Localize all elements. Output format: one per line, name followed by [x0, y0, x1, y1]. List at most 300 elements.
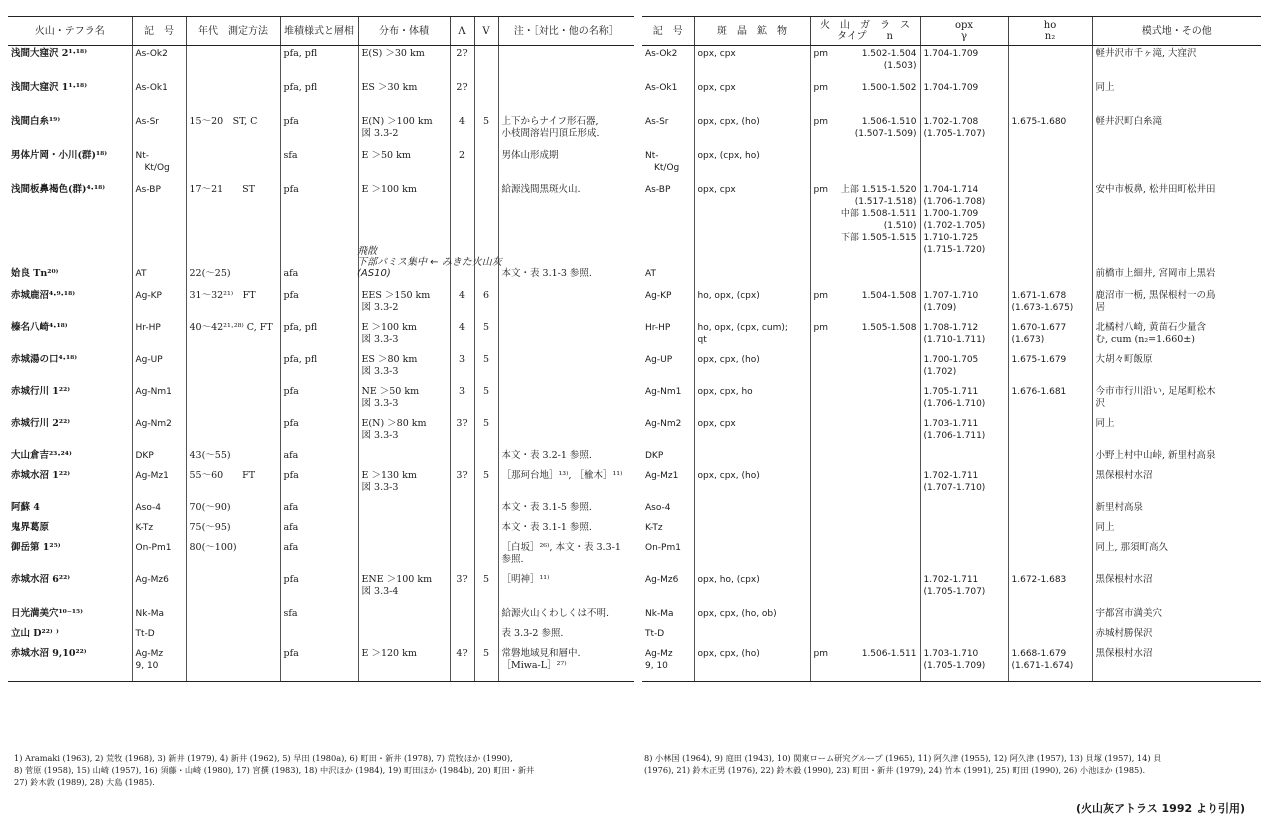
table-row — [642, 352, 1261, 384]
tephra-code: Ag-Mz1 — [645, 470, 679, 481]
table-row — [8, 114, 634, 148]
opx-gamma — [920, 148, 1008, 182]
note: ［白坂］²⁶⁾, 本文・表 3.3-1 参照. — [498, 540, 634, 572]
tephra-code: Ag-KP — [132, 288, 186, 320]
volcanic-glass — [810, 468, 920, 500]
tephra-name: 赤城鹿沼⁴·⁹·¹⁸⁾ — [11, 289, 76, 301]
table-row — [642, 520, 1261, 540]
ho-n2 — [1008, 416, 1092, 448]
opx-gamma: 1.707-1.710 (1.709) — [920, 288, 1008, 320]
ho-n2: 1.671-1.678 (1.673-1.675) — [1008, 288, 1092, 320]
phenocryst-minerals: opx, cpx, ho — [694, 384, 810, 416]
facies: pfa, pfl — [280, 80, 358, 114]
value-a: 3 — [450, 384, 474, 416]
tephra-code: Ag-KP — [645, 290, 672, 301]
facies — [280, 626, 358, 646]
table-row — [8, 448, 634, 468]
opx-gamma: 1.702-1.708 (1.705-1.707) — [920, 114, 1008, 148]
facies: pfa, pfl — [280, 46, 358, 80]
phenocryst-minerals: opx, cpx, (ho) — [694, 468, 810, 500]
table-row — [8, 572, 634, 606]
right-column-header: opx γ — [920, 17, 1008, 46]
table-row — [642, 266, 1261, 288]
distribution — [358, 500, 450, 520]
tephra-code: Tt-D — [645, 628, 665, 639]
table-row — [8, 320, 634, 352]
source-credit: (火山灰アトラス 1992 より引用) — [1076, 802, 1245, 815]
tephra-name: 浅間白糸¹⁹⁾ — [11, 115, 61, 127]
table-row — [8, 626, 634, 646]
value-a — [450, 500, 474, 520]
tephra-code: Nt- Kt/Og — [645, 150, 680, 173]
table-row — [8, 148, 634, 182]
table-row — [8, 80, 634, 114]
opx-gamma — [920, 520, 1008, 540]
value-a — [450, 520, 474, 540]
age-method — [186, 626, 280, 646]
table-row — [642, 288, 1261, 320]
ho-n2: 1.676-1.681 — [1008, 384, 1092, 416]
note: 常磐地域見和層中. ［Miwa-L］²⁷⁾ — [498, 646, 634, 682]
tephra-name: 赤城行川 2²²⁾ — [11, 417, 71, 429]
tephra-code: Ag-Mz6 — [132, 572, 186, 606]
type-locality: 大胡々町飯原 — [1092, 352, 1261, 384]
distribution: E ＞120 km — [358, 646, 450, 682]
glass-refractive-index: 1.504-1.508 — [861, 290, 917, 301]
tephra-code: As-Ok1 — [645, 82, 678, 93]
distribution — [358, 520, 450, 540]
facies: pfa, pfl — [280, 352, 358, 384]
table-row — [8, 182, 634, 266]
ho-n2: 1.668-1.679 (1.671-1.674) — [1008, 646, 1092, 682]
footnotes-left: 1) Aramaki (1963), 2) 荒牧 (1968), 3) 新井 (1979), 4) 新井 (1962), 5) 早田 (1980a), 6) 町田・新井 (1978), 7) 荒牧ほか (1990), 8) 菅原 (1958), 15) 山崎 (1957), 16) 須藤・山崎 (1980), 17) 宮撰 (1983), 18) 中沢ほか (1984), 19) 町田ほか (1984b), 20) 町田・新井 27) 鈴木敦 (1989), 28) 大島 (1985). — [14, 753, 535, 787]
volcanic-glass — [810, 384, 920, 416]
opx-gamma: 1.705-1.711 (1.706-1.710) — [920, 384, 1008, 416]
ho-n2 — [1008, 448, 1092, 468]
right-column-header: 模式地・その他 — [1092, 17, 1261, 46]
note: 上下からナイフ形石器, 小枝間溶岩円頂丘形成. — [498, 114, 634, 148]
ho-n2 — [1008, 606, 1092, 626]
type-locality: 鹿沼市一栃, 黒保根村一の鳥 居 — [1092, 288, 1261, 320]
note: 表 3.3-2 参照. — [498, 626, 634, 646]
table-row — [642, 500, 1261, 520]
type-locality: 安中市板鼻, 松井田町松井田 — [1092, 182, 1261, 266]
value-v: 6 — [474, 288, 498, 320]
ho-n2: 1.672-1.683 — [1008, 572, 1092, 606]
facies: pfa — [280, 182, 358, 266]
age-method — [186, 416, 280, 448]
left-column-header: V — [474, 17, 498, 46]
table-row — [8, 46, 634, 80]
value-v — [474, 500, 498, 520]
phenocryst-minerals: opx, cpx, (ho) — [694, 646, 810, 682]
volcanic-glass — [810, 266, 920, 288]
opx-gamma — [920, 606, 1008, 626]
type-locality: 黒保根村水沼 — [1092, 572, 1261, 606]
note: 給源火山くわしくは不明. — [498, 606, 634, 626]
tephra-code: Ag-UP — [645, 354, 673, 365]
tephra-code: As-Sr — [132, 114, 186, 148]
table-row — [642, 448, 1261, 468]
phenocryst-minerals — [694, 626, 810, 646]
distribution: EES ＞150 km 図 3.3-2 — [358, 288, 450, 320]
table-row — [642, 572, 1261, 606]
age-method — [186, 148, 280, 182]
glass-type: pm — [813, 82, 828, 93]
facies: sfa — [280, 606, 358, 626]
facies: afa — [280, 266, 358, 288]
glass-refractive-index: 1.502-1.504 (1.503) — [861, 49, 917, 71]
tephra-name: 日光満美穴¹⁰⁻¹⁵⁾ — [11, 607, 83, 619]
glass-type: pm — [813, 322, 828, 333]
note: 給源浅間黒斑火山. — [498, 182, 634, 266]
type-locality: 黒保根村水沼 — [1092, 468, 1261, 500]
distribution: ES ＞80 km 図 3.3-3 — [358, 352, 450, 384]
age-method: 43(〜55) — [186, 448, 280, 468]
tephra-code: As-Ok2 — [645, 49, 678, 59]
glass-refractive-index: 1.505-1.508 — [861, 322, 917, 333]
table-row — [642, 626, 1261, 646]
volcanic-glass — [810, 606, 920, 626]
handwritten-annotation: 飛散 下部パミス集中 ← みきた火山灰 (AS10) — [357, 246, 502, 279]
tephra-code: AT — [645, 268, 656, 279]
table-row — [8, 416, 634, 448]
right-column-header: 斑 晶 鉱 物 — [694, 17, 810, 46]
table-row — [8, 646, 634, 682]
phenocryst-minerals: opx, (cpx, ho) — [694, 148, 810, 182]
note: 本文・表 3.2-1 参照. — [498, 448, 634, 468]
right-column-header: ho n₂ — [1008, 17, 1092, 46]
phenocryst-minerals — [694, 540, 810, 572]
table-row — [642, 606, 1261, 626]
facies: afa — [280, 448, 358, 468]
glass-refractive-index: 1.506-1.511 — [861, 648, 917, 659]
left-column-header: 年代 測定方法 — [186, 17, 280, 46]
left-header-row — [8, 17, 634, 46]
right-header-row — [642, 17, 1261, 46]
value-v — [474, 80, 498, 114]
note — [498, 320, 634, 352]
type-locality: 同上, 那須町高久 — [1092, 540, 1261, 572]
type-locality: 黒保根村水沼 — [1092, 646, 1261, 682]
left-column-header: 記 号 — [132, 17, 186, 46]
note — [498, 416, 634, 448]
tephra-code: K-Tz — [645, 522, 663, 533]
phenocryst-minerals — [694, 500, 810, 520]
value-v — [474, 626, 498, 646]
distribution: E(N) ＞80 km 図 3.3-3 — [358, 416, 450, 448]
volcanic-glass — [810, 572, 920, 606]
age-method — [186, 80, 280, 114]
facies: afa — [280, 540, 358, 572]
tephra-code: As-BP — [132, 182, 186, 266]
value-v — [474, 606, 498, 626]
opx-gamma: 1.703-1.711 (1.706-1.711) — [920, 416, 1008, 448]
table-row — [642, 46, 1261, 80]
value-v: 5 — [474, 320, 498, 352]
value-a: 2? — [450, 46, 474, 80]
tephra-name: 赤城水沼 1²²⁾ — [11, 469, 71, 481]
glass-refractive-index: 1.500-1.502 — [861, 82, 917, 93]
note — [498, 46, 634, 80]
glass-refractive-index: 上部 1.515-1.520 (1.517-1.518) 中部 1.508-1.511 (1.510) 下部 1.505-1.515 — [840, 184, 917, 243]
table-row — [642, 148, 1261, 182]
value-v: 5 — [474, 572, 498, 606]
age-method: 75(〜95) — [186, 520, 280, 540]
table-row — [642, 540, 1261, 572]
age-method — [186, 606, 280, 626]
value-v: 5 — [474, 352, 498, 384]
tephra-name: 赤城水沼 6²²⁾ — [11, 573, 71, 585]
facies: afa — [280, 500, 358, 520]
facies: pfa — [280, 416, 358, 448]
facies: pfa — [280, 646, 358, 682]
value-v — [474, 148, 498, 182]
type-locality — [1092, 148, 1261, 182]
value-v — [474, 520, 498, 540]
age-method — [186, 46, 280, 80]
table-row — [642, 468, 1261, 500]
ho-n2 — [1008, 626, 1092, 646]
type-locality: 今市市行川沿い, 足尾町松木 沢 — [1092, 384, 1261, 416]
age-method: 17〜21 ST — [186, 182, 280, 266]
ho-n2 — [1008, 266, 1092, 288]
footnotes-right: 8) 小林国 (1964), 9) 庭田 (1943), 10) 関東ローム研究グループ (1965), 11) 阿久津 (1955), 12) 阿久津 (1957), 13) 貝塚 (1957), 14) 貝 (1976), 21) 鈴木正男 (1976), 22) 鈴木毅 (1990), 23) 町田・新井 (1979), 24) 竹本 (1991), 25) 町田 (1990), 26) 小池ほか (1985). — [644, 753, 1162, 775]
facies: pfa — [280, 468, 358, 500]
tephra-name: 立山 D²²⁾ ⁾ — [11, 627, 59, 639]
opx-gamma — [920, 540, 1008, 572]
tephra-code: DKP — [645, 450, 664, 461]
value-a: 4 — [450, 288, 474, 320]
left-column-header: 火山・テフラ名 — [8, 17, 132, 46]
distribution: E ＞100 km 図 3.3-3 — [358, 320, 450, 352]
tephra-code: On-Pm1 — [132, 540, 186, 572]
distribution — [358, 606, 450, 626]
tephra-code: Ag-Nm2 — [645, 418, 682, 429]
distribution — [358, 626, 450, 646]
tephra-name: 大山倉吉²³·²⁴⁾ — [11, 449, 72, 461]
phenocryst-minerals: opx, cpx, (ho, ob) — [694, 606, 810, 626]
ho-n2 — [1008, 520, 1092, 540]
table-row — [642, 320, 1261, 352]
table-row — [642, 416, 1261, 448]
ho-n2 — [1008, 46, 1092, 80]
facies: pfa — [280, 384, 358, 416]
volcanic-glass — [810, 46, 920, 80]
left-column-header: 分布・体積 — [358, 17, 450, 46]
right-column-header: 記 号 — [642, 17, 694, 46]
value-a: 2? — [450, 80, 474, 114]
volcanic-glass — [810, 320, 920, 352]
table-row — [8, 606, 634, 626]
value-a: 3 — [450, 352, 474, 384]
tephra-code: Aso-4 — [132, 500, 186, 520]
volcanic-glass — [810, 182, 920, 266]
type-locality: 同上 — [1092, 80, 1261, 114]
tephra-name: 浅間大窪沢 1¹·¹⁸⁾ — [11, 81, 88, 93]
tephra-code: Aso-4 — [645, 502, 671, 513]
volcanic-glass — [810, 114, 920, 148]
volcanic-glass — [810, 416, 920, 448]
distribution: E ＞50 km — [358, 148, 450, 182]
tephra-code: As-BP — [645, 184, 671, 195]
glass-type: pm — [813, 648, 828, 659]
tephra-name: 浅間板鼻褐色(群)⁴·¹⁸⁾ — [11, 183, 106, 195]
volcanic-glass — [810, 288, 920, 320]
ho-n2: 1.675-1.679 — [1008, 352, 1092, 384]
tephra-code: Ag-Mz 9, 10 — [642, 646, 694, 682]
tephra-code: Hr-HP — [132, 320, 186, 352]
facies: afa — [280, 520, 358, 540]
facies: sfa — [280, 148, 358, 182]
age-method — [186, 572, 280, 606]
age-method: 70(〜90) — [186, 500, 280, 520]
tephra-name: 御岳第 1²⁵⁾ — [11, 541, 61, 553]
tephra-name: 浅間大窪沢 2¹·¹⁸⁾ — [11, 48, 88, 59]
value-v: 5 — [474, 468, 498, 500]
volcanic-glass — [810, 448, 920, 468]
facies: pfa — [280, 288, 358, 320]
glass-type: pm — [813, 116, 828, 127]
type-locality: 赤城村勝保沢 — [1092, 626, 1261, 646]
table-row — [8, 288, 634, 320]
distribution: E ＞100 km — [358, 182, 450, 266]
tephra-code: Nk-Ma — [645, 608, 674, 619]
phenocryst-minerals: opx, cpx — [694, 80, 810, 114]
distribution — [358, 540, 450, 572]
note — [498, 80, 634, 114]
tephra-name: 赤城水沼 9,10²²⁾ — [8, 646, 132, 682]
table-row — [8, 468, 634, 500]
table-row — [8, 540, 634, 572]
table-row — [642, 182, 1261, 266]
phenocryst-minerals: opx, cpx — [694, 416, 810, 448]
phenocryst-minerals — [694, 266, 810, 288]
note: 本文・表 3.1-3 参照. — [498, 266, 634, 288]
value-v: 5 — [474, 416, 498, 448]
type-locality: 軽井沢町白糸滝 — [1092, 114, 1261, 148]
value-a — [450, 626, 474, 646]
facies: pfa — [280, 572, 358, 606]
age-method — [186, 352, 280, 384]
age-method: 15〜20 ST, C — [186, 114, 280, 148]
tephra-name: 赤城行川 1²²⁾ — [11, 385, 71, 397]
tephra-code: As-Ok2 — [132, 46, 186, 80]
value-a: 3? — [450, 572, 474, 606]
opx-gamma: 1.702-1.711 (1.707-1.710) — [920, 468, 1008, 500]
opx-gamma — [920, 500, 1008, 520]
value-v — [474, 540, 498, 572]
tephra-code: Tt-D — [132, 626, 186, 646]
value-a: 3? — [450, 468, 474, 500]
table-row — [642, 384, 1261, 416]
tephra-code: Nk-Ma — [132, 606, 186, 626]
tephra-code: Hr-HP — [645, 322, 671, 333]
tephra-table-left — [8, 16, 634, 682]
tephra-code: K-Tz — [132, 520, 186, 540]
tephra-code: AT — [132, 266, 186, 288]
tephra-table-right — [642, 16, 1261, 682]
distribution: ENE ＞100 km 図 3.3-4 — [358, 572, 450, 606]
value-v: 5 — [474, 646, 498, 682]
age-method: 40〜42²¹·²⁸⁾ C, FT — [186, 320, 280, 352]
glass-type: pm — [813, 184, 828, 195]
ho-n2: 1.675-1.680 — [1008, 114, 1092, 148]
note — [498, 288, 634, 320]
volcanic-glass — [810, 500, 920, 520]
value-v: 5 — [474, 384, 498, 416]
table-row — [642, 114, 1261, 148]
table-row — [8, 500, 634, 520]
value-a: 3? — [450, 416, 474, 448]
opx-gamma — [920, 448, 1008, 468]
value-a: 2 — [450, 148, 474, 182]
table-row — [642, 646, 1261, 682]
volcanic-glass — [810, 80, 920, 114]
value-a — [450, 606, 474, 626]
tephra-code: Ag-Mz6 — [645, 574, 679, 585]
age-method — [186, 646, 280, 682]
opx-gamma — [920, 266, 1008, 288]
type-locality: 前橋市上細井, 宮岡市上黒岩 — [1092, 266, 1261, 288]
ho-n2 — [1008, 80, 1092, 114]
opx-gamma: 1.702-1.711 (1.705-1.707) — [920, 572, 1008, 606]
note: ［明神］¹¹⁾ — [498, 572, 634, 606]
opx-gamma: 1.704-1.709 — [920, 80, 1008, 114]
left-column-header: 堆積様式と層相 — [280, 17, 358, 46]
age-method: 55〜60 FT — [186, 468, 280, 500]
opx-gamma: 1.700-1.705 (1.702) — [920, 352, 1008, 384]
ho-n2 — [1008, 540, 1092, 572]
left-column-header: 注・［対比・他の名称］ — [498, 17, 634, 46]
volcanic-glass — [810, 148, 920, 182]
table-row — [8, 266, 634, 288]
note: ［那珂台地］¹³⁾, ［楡木］¹¹⁾ — [498, 468, 634, 500]
distribution — [358, 448, 450, 468]
tephra-code: Nt- Kt/Og — [132, 148, 186, 182]
ho-n2 — [1008, 500, 1092, 520]
opx-gamma: 1.704-1.714 (1.706-1.708) 1.700-1.709 (1.702-1.705) 1.710-1.725 (1.715-1.720) — [920, 182, 1008, 266]
ho-n2: 1.670-1.677 (1.673) — [1008, 320, 1092, 352]
note: 本文・表 3.1-5 参照. — [498, 500, 634, 520]
value-v: 5 — [474, 114, 498, 148]
facies: pfa — [280, 114, 358, 148]
volcanic-glass — [810, 352, 920, 384]
type-locality: 宇都宮市満美穴 — [1092, 606, 1261, 626]
value-a: 4? — [450, 646, 474, 682]
tephra-name: 男体片岡・小川(群)¹⁸⁾ — [11, 149, 108, 161]
distribution: E(S) ＞30 km — [358, 46, 450, 80]
glass-refractive-index: 1.506-1.510 (1.507-1.509) — [854, 116, 917, 139]
phenocryst-minerals — [694, 448, 810, 468]
tephra-name: 鬼界葛原 — [11, 521, 50, 533]
phenocryst-minerals: opx, cpx — [694, 182, 810, 266]
volcanic-glass — [810, 540, 920, 572]
value-a: 4 — [450, 320, 474, 352]
left-column-header: Λ — [450, 17, 474, 46]
phenocryst-minerals: opx, cpx — [694, 46, 810, 80]
note: 本文・表 3.1-1 参照. — [498, 520, 634, 540]
type-locality: 小野上村中山峠, 新里村高泉 — [1092, 448, 1261, 468]
tephra-name: 赤城湯の口⁴·¹⁸⁾ — [11, 353, 78, 365]
opx-gamma — [920, 626, 1008, 646]
tephra-code: As-Ok1 — [132, 80, 186, 114]
tephra-name: 阿蘇 4 — [11, 501, 40, 513]
distribution: E(N) ＞100 km 図 3.3-2 — [358, 114, 450, 148]
facies: pfa, pfl — [280, 320, 358, 352]
tephra-code: As-Sr — [645, 116, 669, 127]
tephra-code: Ag-UP — [132, 352, 186, 384]
